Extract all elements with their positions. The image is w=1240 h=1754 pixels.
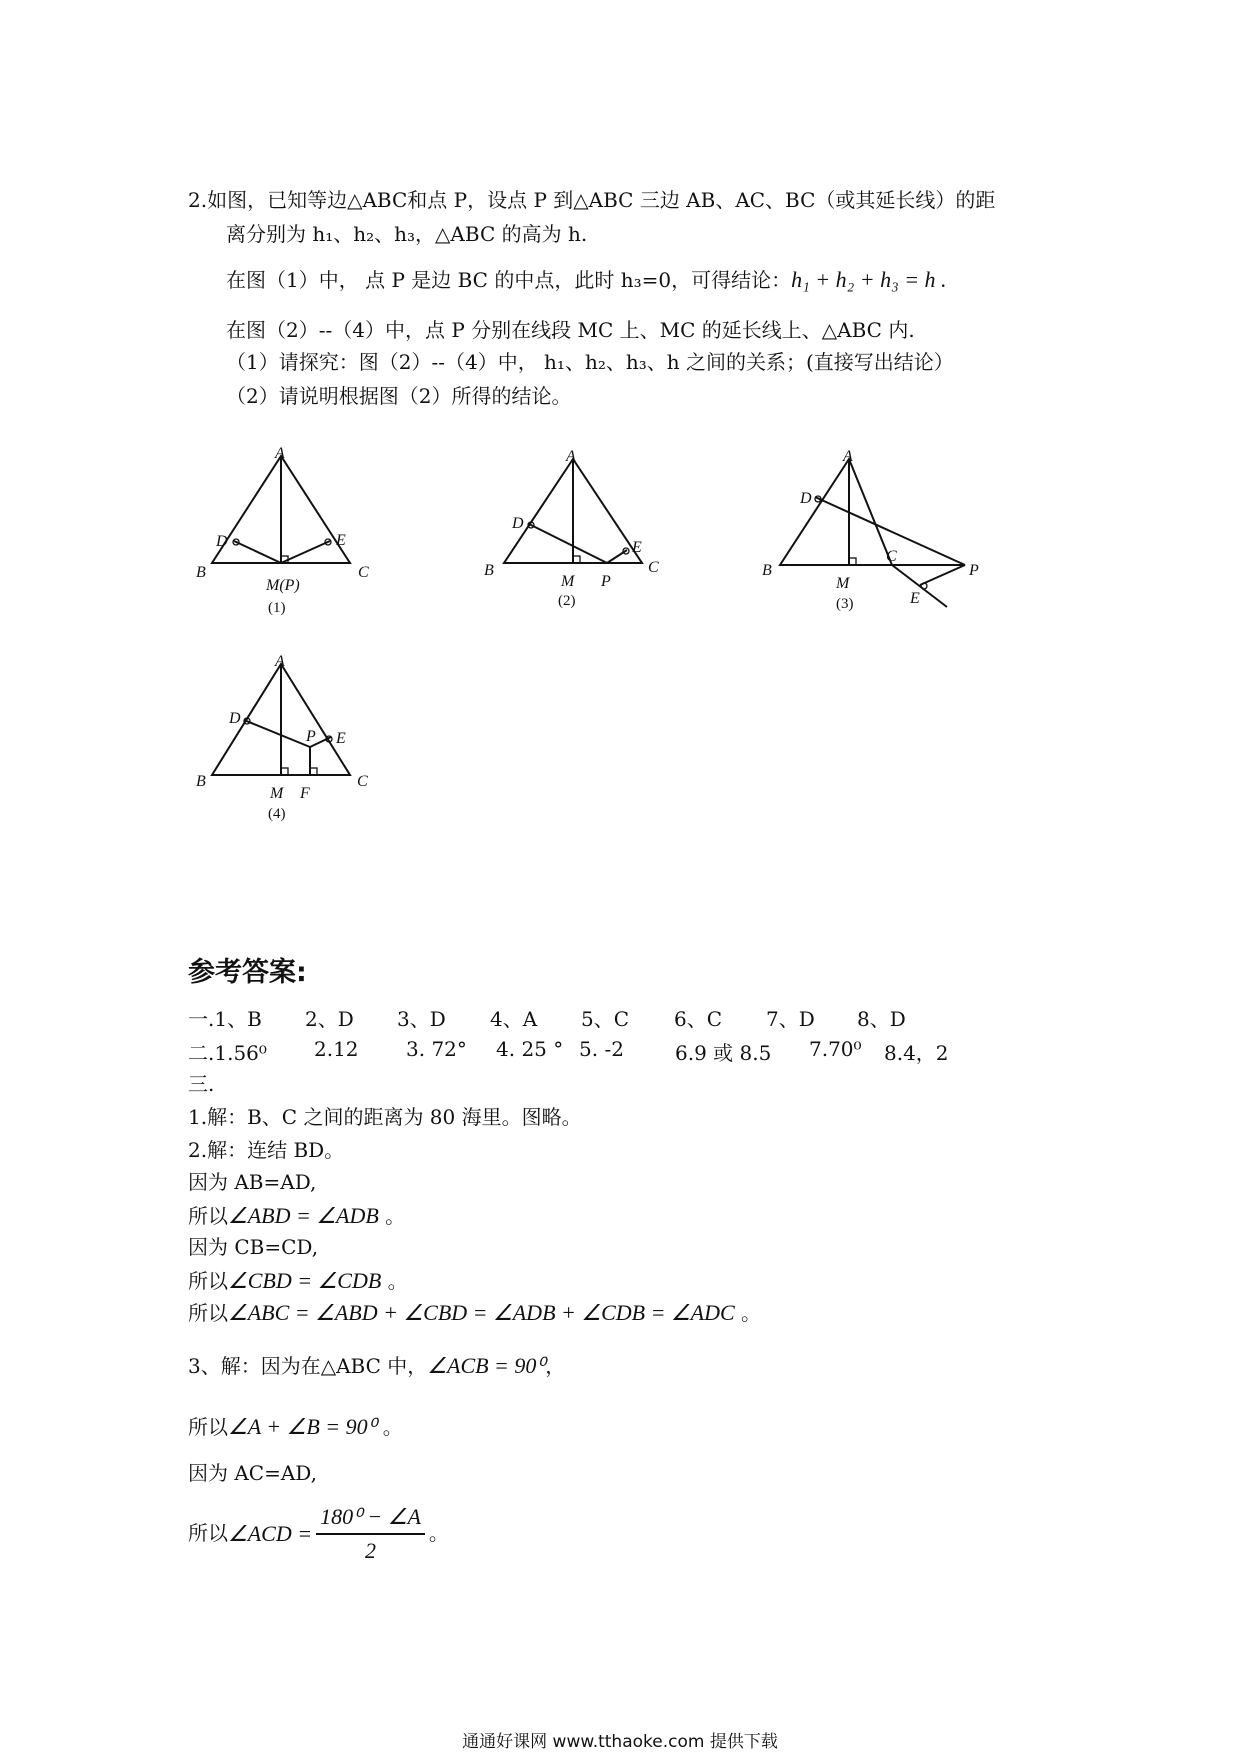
fig1-label-b: B (196, 564, 206, 581)
answers-row-1 (0, 1003, 1240, 1029)
answer-2-1: 二.1.56⁰ (188, 1041, 267, 1065)
answer-1-5: 5、C (581, 1007, 630, 1031)
fig4-label-d: D (229, 710, 241, 727)
q3-l1-prefix: 3、解：因为在△ABC 中， (188, 1354, 428, 1378)
fig3-label-m: M (836, 575, 850, 592)
answer-1-1: 一.1、B (188, 1007, 262, 1031)
q3-l1-suffix: ， (545, 1354, 566, 1378)
q2-l3-suffix: 。 (378, 1204, 406, 1228)
fig3-label-p: P (969, 562, 979, 579)
figure-3 (780, 459, 965, 607)
answer-2-2: 2.12 (314, 1037, 359, 1061)
fig4-label-a: A (275, 653, 285, 670)
q3-l4-fraction (316, 1503, 425, 1564)
fig4-label-b: B (196, 773, 206, 790)
q3-l1-formula: ∠ACB = 90⁰ (427, 1353, 546, 1378)
q2-l5-suffix: 。 (381, 1269, 408, 1293)
fig3-label-e: E (910, 590, 920, 607)
answers-heading: 参考答案: (188, 957, 307, 988)
q3-l2-formula: ∠A + ∠B = 90⁰ (228, 1414, 377, 1439)
fig4-label-e: E (336, 730, 346, 747)
page-footer: 通通好课网 www.tthaoke.com 提供下载 (462, 1732, 778, 1752)
fig4-caption: (4) (268, 806, 286, 822)
problem-line-2: 离分别为 h₁、h₂、h₃，△ABC 的高为 h. (226, 222, 588, 246)
answer-1-6: 6、C (674, 1007, 723, 1031)
fraction-denominator: 2 (364, 1537, 376, 1563)
figures-svg (0, 0, 1240, 850)
fig3-caption: (3) (836, 596, 854, 612)
problem-line-3-text: 在图（1）中， 点 P 是边 BC 的中点，此时 h₃=0，可得结论： (226, 268, 792, 292)
answer-q3-line-3: 因为 AC=AD, (188, 1461, 317, 1485)
answer-1-4: 4、A (490, 1007, 538, 1031)
answer-q2-line-3 (188, 1202, 405, 1230)
q2-l6-formula: ∠ABC = ∠ABD + ∠CBD = ∠ADB + ∠CDB = ∠ADC (228, 1300, 735, 1325)
fig4-label-f: F (300, 785, 310, 802)
answer-q1: 1.解：B、C 之间的距离为 80 海里。图略。 (188, 1105, 582, 1129)
answer-q3-line-2 (188, 1413, 403, 1441)
q2-l6-prefix: 所以 (188, 1301, 228, 1325)
answer-1-7: 7、D (766, 1007, 815, 1031)
answer-2-8: 8.4，2 (884, 1041, 949, 1065)
answer-q3-line-1 (188, 1352, 565, 1380)
fig1-label-a: A (275, 445, 285, 462)
fig4-label-m: M (270, 785, 284, 802)
problem-line-5: （1）请探究：图（2）--（4）中， h₁、h₂、h₃、h 之间的关系；(直接写出结论） (226, 350, 954, 374)
answer-2-6: 6.9 或 8.5 (675, 1041, 772, 1065)
fig1-caption: (1) (268, 600, 286, 616)
fig2-label-e: E (632, 539, 642, 556)
q2-l3-formula: ∠ABD = ∠ADB (228, 1203, 379, 1228)
fig2-label-m: M (561, 573, 575, 590)
answer-1-2: 2、D (305, 1007, 354, 1031)
fig4-label-c: C (357, 773, 368, 790)
answer-q2-line-6 (188, 1299, 761, 1327)
answers-row-2 (0, 1037, 1240, 1063)
fig2-label-b: B (484, 562, 494, 579)
fig2-caption: (2) (558, 593, 576, 609)
fig1-label-m: M(P) (266, 577, 300, 594)
fig1-label-e: E (336, 532, 346, 549)
figure-2 (504, 459, 642, 563)
answer-2-7: 7.70⁰ (809, 1037, 862, 1061)
q3-l4-formula: ∠ACD = (228, 1520, 313, 1546)
q2-l3-prefix: 所以 (188, 1204, 228, 1228)
q3-l2-prefix: 所以 (188, 1415, 228, 1439)
answer-q2-line-2: 因为 AB=AD, (188, 1170, 317, 1194)
figure-1 (212, 456, 350, 563)
answer-2-5: 5. -2 (579, 1037, 624, 1061)
fig3-label-a: A (843, 448, 853, 465)
q2-l6-suffix: 。 (734, 1301, 762, 1325)
problem-line-6: （2）请说明根据图（2）所得的结论。 (226, 384, 572, 408)
fig2-label-p: P (601, 573, 611, 590)
section-3-label: 三. (188, 1072, 215, 1096)
q3-l4-suffix: 。 (428, 1521, 449, 1545)
answer-2-4: 4. 25 ° (496, 1037, 564, 1061)
conclusion-formula: h₁ + h₂ + h₃ = h . (791, 267, 947, 292)
fig2-label-a: A (566, 448, 576, 465)
answer-q3-line-4 (188, 1503, 449, 1564)
answer-1-3: 3、D (397, 1007, 446, 1031)
problem-line-1: 2.如图，已知等边△ABC和点 P，设点 P 到△ABC 三边 AB、AC、BC（或其延长线）的距 (188, 188, 996, 212)
answer-2-3: 3. 72° (406, 1037, 467, 1061)
fig2-label-d: D (512, 515, 524, 532)
problem-line-4: 在图（2）--（4）中，点 P 分别在线段 MC 上、MC 的延长线上、△ABC 内. (226, 318, 915, 342)
fig4-label-p: P (306, 728, 316, 745)
answer-q2-line-4: 因为 CB=CD, (188, 1235, 319, 1259)
answer-q2-line-1: 2.解：连结 BD。 (188, 1138, 345, 1162)
q3-l4-prefix: 所以 (188, 1521, 228, 1545)
fig3-label-d: D (800, 490, 812, 507)
q2-l5-prefix: 所以 (188, 1269, 228, 1293)
q3-l2-suffix: 。 (376, 1415, 403, 1439)
fraction-numerator: 180⁰ − ∠A (316, 1503, 425, 1535)
answer-q2-line-5 (188, 1267, 408, 1295)
answer-1-8: 8、D (857, 1007, 906, 1031)
fig1-label-c: C (358, 564, 369, 581)
fig2-label-c: C (648, 559, 659, 576)
fig3-label-c: C (886, 548, 897, 565)
fig3-label-b: B (762, 562, 772, 579)
q2-l5-formula: ∠CBD = ∠CDB (228, 1268, 382, 1293)
fig1-label-d: D (216, 533, 228, 550)
